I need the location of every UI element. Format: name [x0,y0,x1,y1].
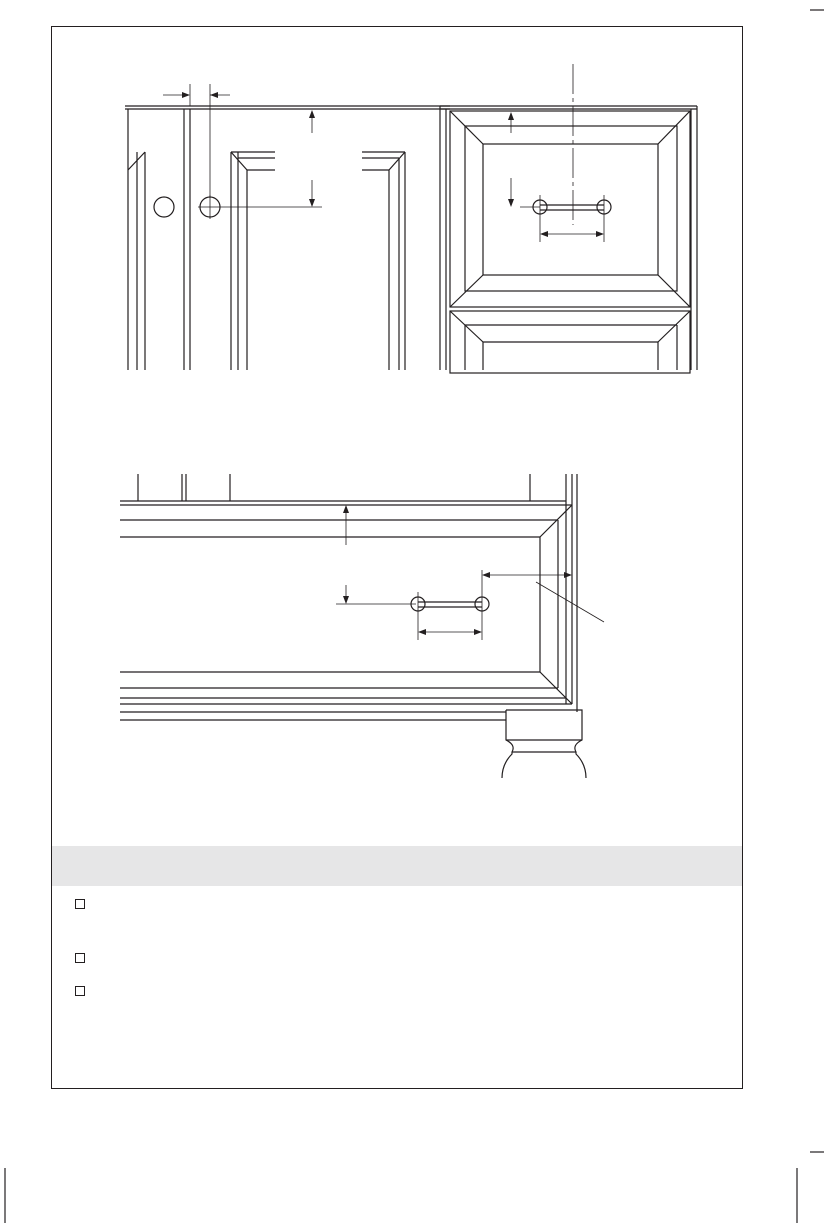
upper-drawer-front [440,106,697,373]
checklist-checkbox-2[interactable] [75,953,85,963]
checklist-checkbox-3[interactable] [75,986,85,996]
drawer-pull-bottom [411,570,489,640]
cabinet-foot [502,710,586,778]
dimension-pull-spacing [540,219,604,242]
checklist-checkbox-1[interactable] [75,899,85,909]
door-knob-left [154,197,174,217]
section-header-band [52,846,742,886]
door-raised-panel [231,152,405,370]
top-diagram [125,64,697,373]
dimension-knob-offset [163,84,230,197]
dimension-knob-drop [309,110,315,207]
bottom-diagram [120,474,604,778]
drawer-pull-upper [520,195,611,219]
dimension-pull-to-edge [482,572,604,622]
